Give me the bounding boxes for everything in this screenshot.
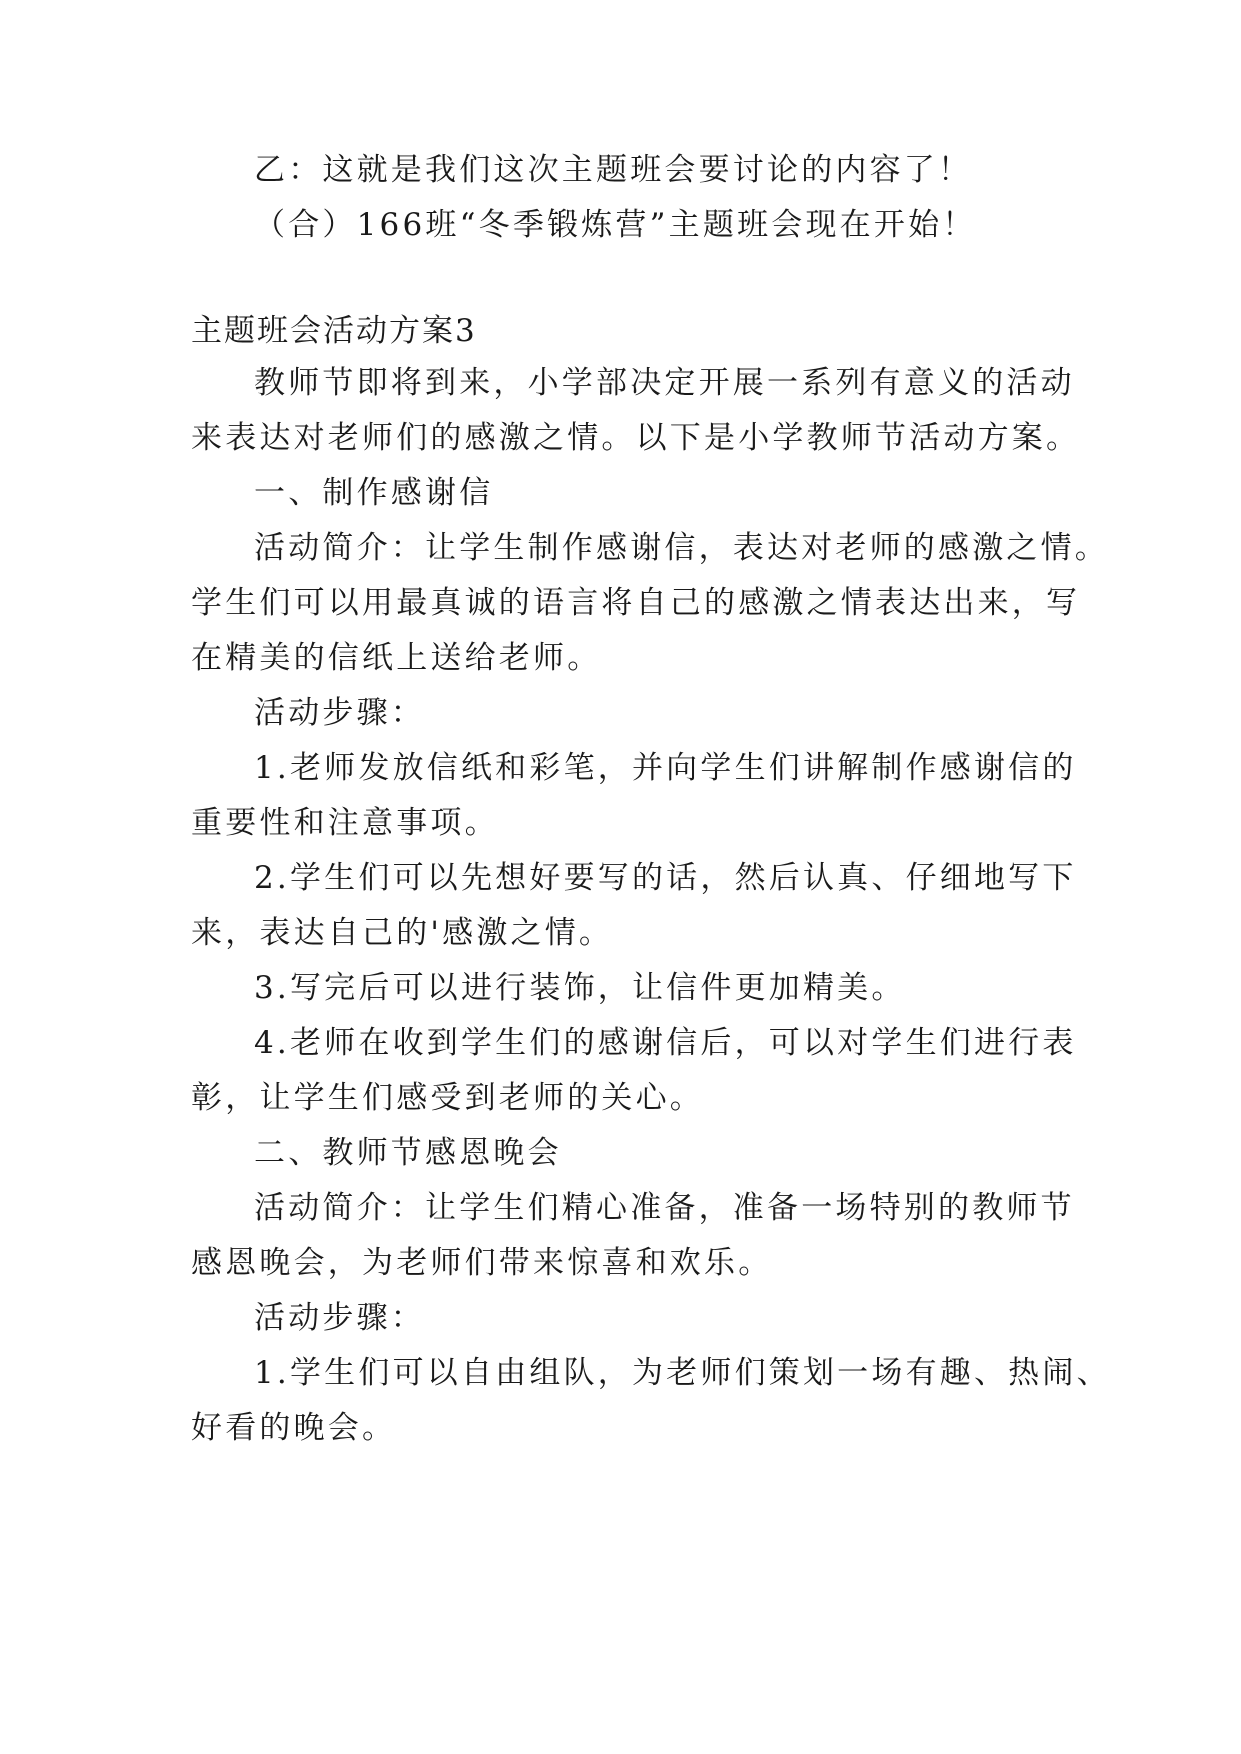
step-1-line-1: 1.老师发放信纸和彩笔，并向学生们讲解制作感谢信的 xyxy=(254,750,1077,786)
activity-steps-label-2: 活动步骤： xyxy=(254,1300,425,1336)
party-step-1-line-1: 1.学生们可以自由组队，为老师们策划一场有趣、热闹、 xyxy=(254,1355,1111,1391)
dialogue-line-together: （合）166班“冬季锻炼营”主题班会现在开始！ xyxy=(254,207,977,243)
activity-intro-2-line-2: 感恩晚会，为老师们带来惊喜和欢乐。 xyxy=(191,1245,773,1281)
activity-intro-1-line-2: 学生们可以用最真诚的语言将自己的感激之情表达出来，写 xyxy=(191,585,1081,621)
activity-intro-2-line-1: 活动简介：让学生们精心准备，准备一场特别的教师节 xyxy=(254,1190,1075,1226)
activity-steps-label-1: 活动步骤： xyxy=(254,695,425,731)
step-2-line-1: 2.学生们可以先想好要写的话，然后认真、仔细地写下 xyxy=(254,860,1077,896)
step-4-line-1: 4.老师在收到学生们的感谢信后，可以对学生们进行表 xyxy=(254,1025,1077,1061)
section-title: 主题班会活动方案3 xyxy=(191,313,477,349)
party-step-1-line-2: 好看的晚会。 xyxy=(191,1410,397,1446)
intro-paragraph-line-2: 来表达对老师们的感激之情。以下是小学教师节活动方案。 xyxy=(191,420,1081,456)
activity-intro-1-line-1: 活动简介：让学生制作感谢信，表达对老师的感激之情。 xyxy=(254,530,1109,566)
step-3-line-1: 3.写完后可以进行装饰，让信件更加精美。 xyxy=(254,970,906,1006)
step-2-line-2: 来，表达自己的'感激之情。 xyxy=(191,915,614,951)
step-4-line-2: 彰，让学生们感受到老师的关心。 xyxy=(191,1080,704,1116)
intro-paragraph-line-1: 教师节即将到来，小学部决定开展一系列有意义的活动 xyxy=(254,365,1075,401)
dialogue-line-yi: 乙：这就是我们这次主题班会要讨论的内容了！ xyxy=(254,152,973,188)
step-1-line-2: 重要性和注意事项。 xyxy=(191,805,499,841)
subheading-thank-you-letter: 一、制作感谢信 xyxy=(254,475,494,511)
activity-intro-1-line-3: 在精美的信纸上送给老师。 xyxy=(191,640,602,676)
subheading-gratitude-party: 二、教师节感恩晚会 xyxy=(254,1135,562,1171)
